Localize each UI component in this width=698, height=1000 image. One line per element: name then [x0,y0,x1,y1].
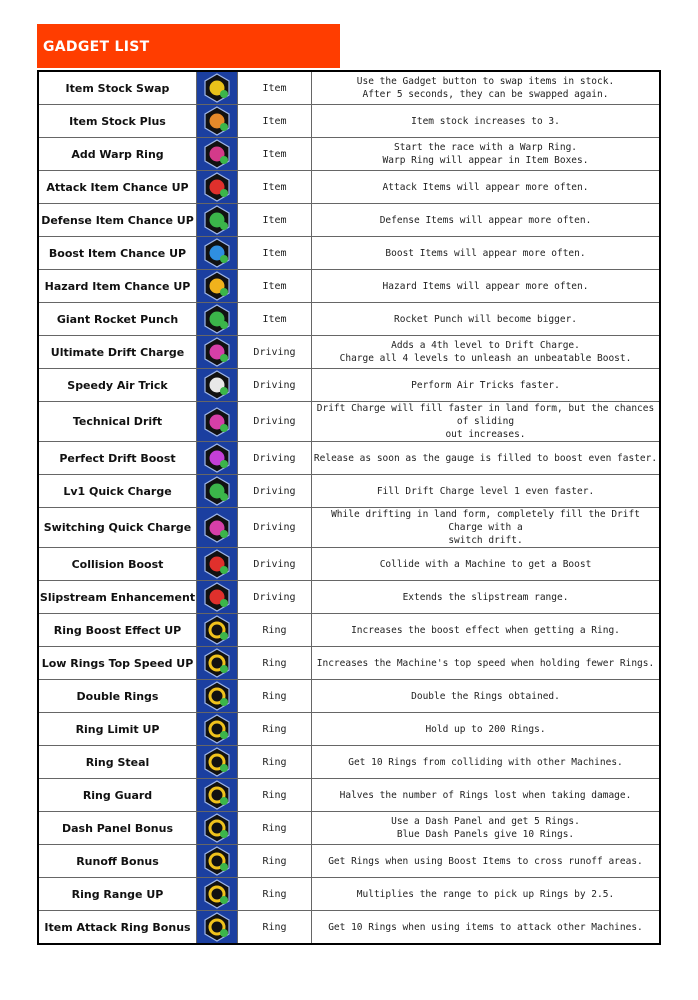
gadget-icon-cell [197,138,238,171]
description-line-1: Collide with a Machine to get a Boost [379,558,592,570]
gadget-type: Driving [238,369,312,402]
collision-boost-icon [202,549,232,579]
gadget-icon-cell [197,878,238,911]
gadget-type: Ring [238,614,312,647]
drift-boost-icon [202,443,232,473]
gadget-name: Hazard Item Chance UP [38,270,197,303]
description-line-1: Use a Dash Panel and get 5 Rings. [391,816,580,827]
gadget-type: Ring [238,746,312,779]
gadget-type: Ring [238,779,312,812]
gadget-icon-cell [197,303,238,336]
gadget-icon-cell [197,475,238,508]
gadget-icon-cell [197,402,238,442]
hazard-item-icon [202,271,232,301]
gadget-icon-cell [197,442,238,475]
description-line-1: Adds a 4th level to Drift Charge. [391,340,580,351]
gadget-icon-cell [197,581,238,614]
gadget-type: Ring [238,812,312,845]
gadget-icon-cell [197,336,238,369]
table-row [38,105,660,138]
gadget-icon-cell [197,845,238,878]
gadget-description [312,548,661,581]
gadget-type: Ring [238,845,312,878]
description-line-2: out increases. [445,429,526,440]
gadget-description [312,508,661,548]
table-row [38,581,660,614]
gadget-icon-cell [197,911,238,945]
table-row [38,812,660,845]
item-attack-ring-icon [202,912,232,942]
gadget-description [312,475,661,508]
table-row [38,878,660,911]
gadget-description [312,614,661,647]
gadget-icon-cell [197,508,238,548]
gadget-description [312,237,661,270]
technical-drift-icon [202,407,232,437]
gadget-type: Driving [238,508,312,548]
gadget-name: Dash Panel Bonus [38,812,197,845]
gadget-name: Giant Rocket Punch [38,303,197,336]
boost-item-icon [202,238,232,268]
gadget-description [312,581,661,614]
table-row [38,713,660,746]
gadget-description [312,204,661,237]
gadget-type: Driving [238,442,312,475]
description-line-1: Hazard Items will appear more often. [382,280,589,292]
gadget-name: Ring Steal [38,746,197,779]
runoff-bonus-icon [202,846,232,876]
gadget-name: Defense Item Chance UP [38,204,197,237]
description-line-2: After 5 seconds, they can be swapped again. [362,89,609,100]
gadget-description [312,402,661,442]
gadget-type: Driving [238,548,312,581]
description-line-1: Fill Drift Charge level 1 even faster. [376,485,595,497]
table-row [38,237,660,270]
gadget-name: Switching Quick Charge [38,508,197,548]
gadget-icon-cell [197,369,238,402]
gadget-name: Item Attack Ring Bonus [38,911,197,945]
gadget-type: Item [238,71,312,105]
description-line-2: Warp Ring will appear in Item Boxes. [382,155,589,166]
gadget-name: Low Rings Top Speed UP [38,647,197,680]
gadget-description [312,270,661,303]
description-line-1: Multiplies the range to pick up Rings by 2.5. [356,888,615,900]
gadget-name: Collision Boost [38,548,197,581]
ring-limit-icon [202,714,232,744]
gadget-description [312,647,661,680]
gadget-description [312,911,661,945]
gadget-type: Item [238,237,312,270]
table-row [38,303,660,336]
description-line-1: Perform Air Tricks faster. [411,379,560,391]
gadget-table-body [38,71,660,944]
gadget-name: Speedy Air Trick [38,369,197,402]
gadget-type: Ring [238,911,312,945]
item-stock-plus-icon [202,106,232,136]
gadget-name: Slipstream Enhancement [38,581,197,614]
gadget-type: Driving [238,475,312,508]
table-row [38,204,660,237]
header-banner [37,24,340,68]
gadget-type: Ring [238,647,312,680]
gadget-name: Attack Item Chance UP [38,171,197,204]
gadget-type: Item [238,270,312,303]
description-line-1: Extends the slipstream range. [402,591,569,603]
gadget-icon-cell [197,204,238,237]
gadget-description [312,138,661,171]
table-row [38,171,660,204]
gadget-type: Driving [238,336,312,369]
description-line-1: While drifting in land form, completely fill the Drift Charge with a [331,509,640,533]
gadget-type: Ring [238,878,312,911]
slipstream-icon [202,582,232,612]
gadget-type: Ring [238,680,312,713]
quick-charge-icon [202,476,232,506]
description-line-1: Get 10 Rings when using items to attack other Machines. [328,921,643,933]
gadget-name: Item Stock Plus [38,105,197,138]
description-line-1: Rocket Punch will become bigger. [393,313,578,325]
dash-panel-icon [202,813,232,843]
table-row [38,442,660,475]
gadget-type: Ring [238,713,312,746]
gadget-description [312,336,661,369]
table-row [38,270,660,303]
gadget-icon-cell [197,171,238,204]
gadget-name: Ring Range UP [38,878,197,911]
gadget-icon-cell [197,647,238,680]
gadget-name: Runoff Bonus [38,845,197,878]
gadget-description [312,845,661,878]
defense-item-icon [202,205,232,235]
gadget-type: Item [238,105,312,138]
table-row [38,548,660,581]
description-line-1: Attack Items will appear more often. [382,181,589,193]
ring-boost-icon [202,615,232,645]
table-row [38,402,660,442]
gadget-name: Boost Item Chance UP [38,237,197,270]
gadget-description [312,71,661,105]
table-row [38,647,660,680]
table-row [38,614,660,647]
gadget-name: Ring Boost Effect UP [38,614,197,647]
gadget-description [312,369,661,402]
page-title: GADGET LIST [43,39,150,55]
gadget-name: Lv1 Quick Charge [38,475,197,508]
description-line-1: Drift Charge will fill faster in land form, but the chances of sliding [316,403,655,427]
ring-steal-icon [202,747,232,777]
gadget-description [312,878,661,911]
gadget-type: Driving [238,581,312,614]
description-line-1: Get Rings when using Boost Items to cross runoff areas. [328,855,643,867]
description-line-2: Charge all 4 levels to unleash an unbeatable Boost. [339,353,632,364]
table-row [38,845,660,878]
description-line-1: Item stock increases to 3. [411,115,560,127]
gadget-icon-cell [197,548,238,581]
gadget-icon-cell [197,237,238,270]
description-line-1: Start the race with a Warp Ring. [393,142,578,153]
table-row [38,508,660,548]
gadget-description [312,746,661,779]
gadget-icon-cell [197,812,238,845]
description-line-1: Defense Items will appear more often. [379,214,592,226]
gadget-table [37,70,661,945]
table-row [38,475,660,508]
description-line-1: Double the Rings obtained. [411,690,560,702]
description-line-1: Halves the number of Rings lost when taking damage. [339,789,632,801]
item-stock-swap-icon [202,73,232,103]
gadget-description [312,442,661,475]
gadget-icon-cell [197,713,238,746]
table-row [38,680,660,713]
gadget-name: Perfect Drift Boost [38,442,197,475]
gadget-name: Ultimate Drift Charge [38,336,197,369]
table-row [38,746,660,779]
gadget-icon-cell [197,746,238,779]
gadget-type: Item [238,303,312,336]
description-line-2: switch drift. [448,535,523,546]
description-line-1: Hold up to 200 Rings. [425,723,546,735]
gadget-name: Technical Drift [38,402,197,442]
table-row [38,336,660,369]
gadget-type: Item [238,138,312,171]
gadget-icon-cell [197,71,238,105]
description-line-1: Boost Items will appear more often. [385,247,586,259]
table-row [38,911,660,945]
gadget-description [312,680,661,713]
air-trick-icon [202,370,232,400]
gadget-type: Item [238,171,312,204]
ring-guard-icon [202,780,232,810]
table-row [38,779,660,812]
description-line-1: Use the Gadget button to swap items in stock. [356,76,615,87]
warp-ring-icon [202,139,232,169]
attack-item-icon [202,172,232,202]
gadget-type: Item [238,204,312,237]
double-rings-icon [202,681,232,711]
gadget-type: Driving [238,402,312,442]
low-rings-speed-icon [202,648,232,678]
table-row [38,138,660,171]
gadget-name: Add Warp Ring [38,138,197,171]
gadget-description [312,303,661,336]
gadget-icon-cell [197,270,238,303]
table-row [38,369,660,402]
gadget-icon-cell [197,614,238,647]
gadget-name: Ring Guard [38,779,197,812]
switching-charge-icon [202,513,232,543]
description-line-1: Get 10 Rings from colliding with other Machines. [348,756,623,768]
gadget-description [312,105,661,138]
drift-charge-icon [202,337,232,367]
gadget-description [312,812,661,845]
gadget-name: Double Rings [38,680,197,713]
gadget-icon-cell [197,105,238,138]
gadget-name: Ring Limit UP [38,713,197,746]
ring-range-icon [202,879,232,909]
table-row [38,71,660,105]
rocket-punch-icon [202,304,232,334]
description-line-1: Increases the boost effect when getting a Ring. [351,624,620,636]
description-line-1: Increases the Machine's top speed when holding fewer Rings. [316,657,655,669]
description-line-1: Release as soon as the gauge is filled to boost even faster. [313,452,658,464]
gadget-icon-cell [197,680,238,713]
gadget-name: Item Stock Swap [38,71,197,105]
gadget-description [312,713,661,746]
description-line-2: Blue Dash Panels give 10 Rings. [396,829,575,840]
gadget-icon-cell [197,779,238,812]
gadget-description [312,171,661,204]
gadget-description [312,779,661,812]
